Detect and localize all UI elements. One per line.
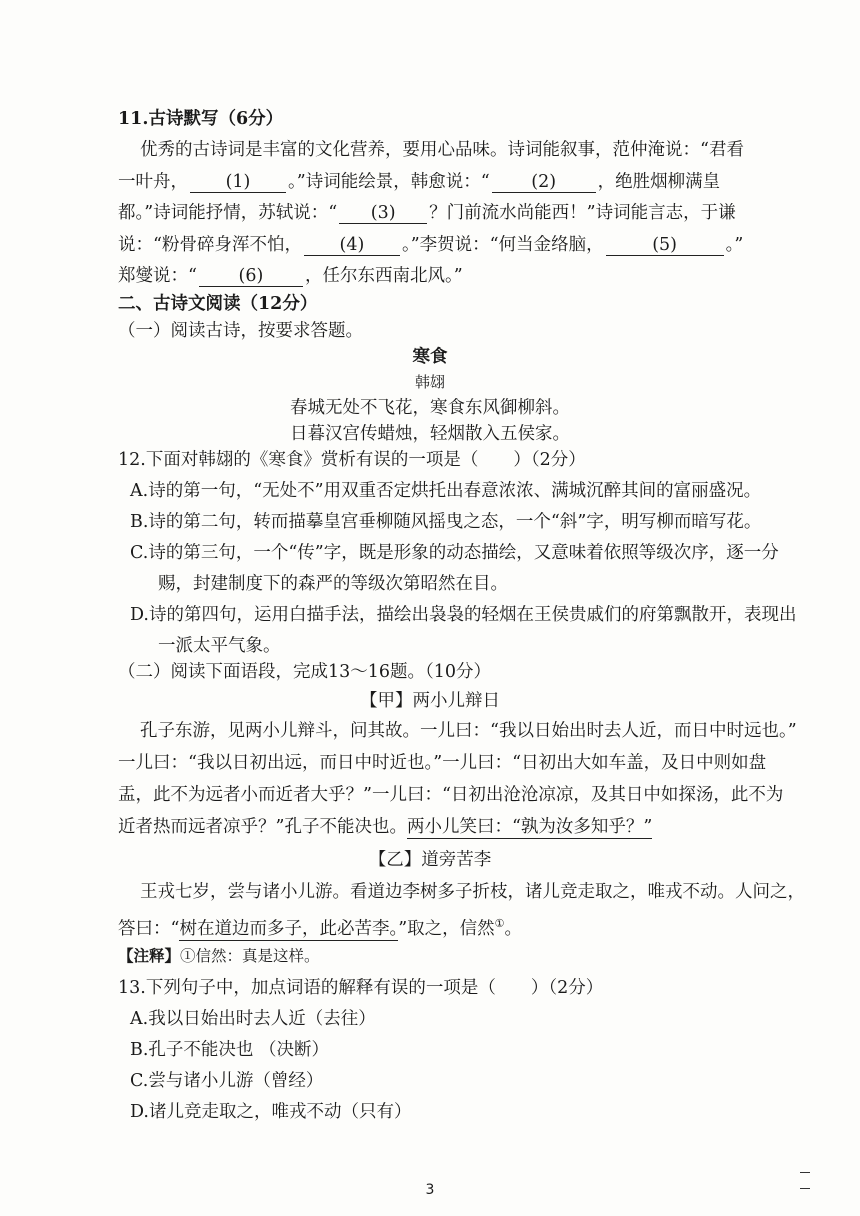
section-2-title: 二、古诗文阅读（12分） <box>118 294 318 314</box>
q11-title: 11.古诗默写（6分） <box>118 109 284 129</box>
q13-option-d[interactable]: D.诸儿竞走取之，唯戎不动（只有） <box>130 1102 412 1122</box>
answer-blank-4[interactable]: (4) <box>304 235 400 256</box>
answer-blank-3[interactable]: (3) <box>339 203 427 224</box>
q13-option-b[interactable]: B.孔子不能决也 （决断） <box>130 1040 329 1060</box>
passage-yi-title: 【乙】道旁苦李 <box>368 850 492 870</box>
margin-mark <box>800 1188 810 1189</box>
section-2-part-1: （一）阅读古诗，按要求答题。 <box>118 321 363 341</box>
passage-jia-line-4: 近者热而远者凉乎？”孔子不能决也。两小儿笑曰：“孰为汝多知乎？” <box>118 817 653 837</box>
margin-mark <box>800 1172 810 1173</box>
q11-paragraph-line-2: 一叶舟， (1) 。”诗词能绘景，韩愈说：“ (2) ，绝胜烟柳满皇 <box>118 172 721 192</box>
q12-stem: 12.下面对韩翃的《寒食》赏析有误的一项是（ ）（2分） <box>118 450 586 470</box>
passage-jia-line-3: 盂，此不为远者小而近者大乎？”一儿曰：“日初出沧沧凉凉，及其日中如探汤，此不为 <box>118 785 784 805</box>
answer-blank-6[interactable]: (6) <box>199 266 303 287</box>
annotation <box>118 944 770 968</box>
footnote-marker: ① <box>494 917 505 930</box>
q13-option-a[interactable]: A.我以日始出时去人近（去往） <box>130 1009 376 1029</box>
poem-title: 寒食 <box>412 347 448 367</box>
page-number: 3 <box>425 1182 435 1198</box>
answer-blank-5[interactable]: (5) <box>606 235 724 256</box>
q13-option-c[interactable]: C.尝与诸小儿游（曾经） <box>130 1071 324 1091</box>
q12-option-a[interactable]: A.诗的第一句，“无处不”用双重否定烘托出春意浓浓、满城沉醉其间的富丽盛况。 <box>130 481 762 501</box>
passage-jia-line-1: 孔子东游，见两小儿辩斗，问其故。一儿曰：“我以日始出时去人近，而日中时远也。” <box>140 721 797 741</box>
poem-line-2: 日暮汉宫传蜡烛，轻烟散入五侯家。 <box>290 424 570 444</box>
passage-jia-line-2: 一儿曰：“我以日初出远，而日中时近也。”一儿曰：“日初出大如车盖，及日中则如盘 <box>118 753 767 773</box>
section-2-part-2: （二）阅读下面语段，完成13～16题。（10分） <box>118 662 492 682</box>
q11-paragraph-line-3: 都。”诗词能抒情，苏轼说：“ (3) ？门前流水尚能西！”诗词能言志，于谦 <box>118 203 736 223</box>
annotation-label: 【注释】 <box>118 946 181 965</box>
q12-option-c[interactable]: C.诗的第三句，一个“传”字，既是形象的动态描绘，又意味着依照等级次序，逐一分 <box>130 543 779 563</box>
q11-paragraph-line-4: 说：“粉骨碎身浑不怕， (4) 。”李贺说：“何当金络脑， (5) 。” <box>118 235 744 255</box>
poem-line-1: 春城无处不飞花，寒食东风御柳斜。 <box>290 398 570 418</box>
q12-option-d-cont: 一派太平气象。 <box>158 636 281 656</box>
answer-blank-1[interactable]: (1) <box>190 172 286 193</box>
passage-yi-line-1: 王戎七岁，尝与诸小儿游。看道边李树多子折枝，诸儿竞走取之，唯戎不动。人问之， <box>140 882 805 902</box>
answer-blank-2[interactable]: (2) <box>492 172 596 193</box>
q11-paragraph-line-5: 郑燮说：“ (6) ，任尔东西南北风。” <box>118 266 463 286</box>
passage-yi-line-2: 答曰：“树在道边而多子，此必苦李。”取之，信然①。 <box>118 917 523 939</box>
annotation-text: ①信然：真是这样。 <box>180 947 320 965</box>
q12-option-b[interactable]: B.诗的第二句，转而描摹皇宫垂柳随风摇曳之态，一个“斜”字，明写柳而暗写花。 <box>130 512 762 532</box>
underlined-sentence-yi: 树在道边而多子，此必苦李。 <box>179 918 399 939</box>
underlined-sentence-jia: 两小儿笑曰：“孰为汝多知乎？” <box>406 817 653 837</box>
passage-jia-title: 【甲】两小儿辩日 <box>360 691 500 711</box>
q12-option-d[interactable]: D.诗的第四句，运用白描手法，描绘出袅袅的轻烟在王侯贵戚们的府第飘散开，表现出 <box>130 605 797 625</box>
poem-author: 韩翃 <box>414 373 445 391</box>
q12-option-c-cont: 赐，封建制度下的森严的等级次第昭然在目。 <box>158 574 508 594</box>
q11-paragraph-line-1: 优秀的古诗词是丰富的文化营养，要用心品味。诗词能叙事，范仲淹说：“君看 <box>140 140 744 160</box>
q13-stem: 13.下列句子中，加点词语的解释有误的一项是（ ）（2分） <box>118 978 604 998</box>
